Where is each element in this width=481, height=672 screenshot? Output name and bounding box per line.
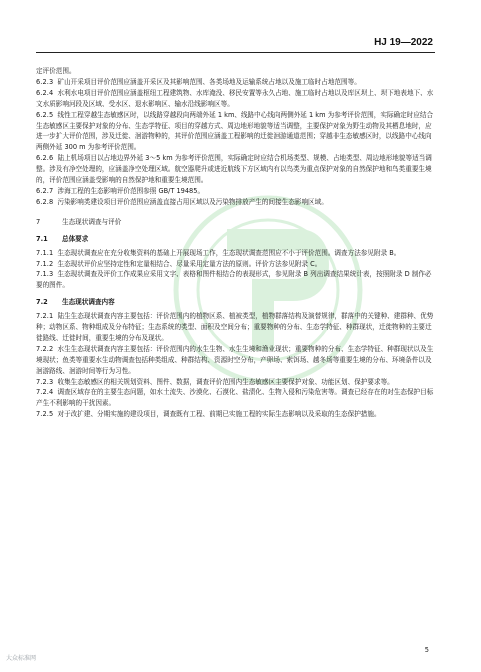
clause-7-1-1: 7.1.1 生态现状调查应在充分收集资料的基础上开展现场工作，生态现状调查范围应不小于评价范围。调查方法参见附录 B。 bbox=[36, 248, 401, 257]
clause-6-2-4: 6.2.4 水利水电项目评价范围应涵盖枢纽工程建筑物、水库淹没、移民安置等永久占地、施工临时占地以及库区坝上、坝下地表地下、水文水质影响河段及区域、受水区、退水影响区、输水沿线影响区等。 bbox=[36, 88, 434, 108]
clause-6-2-6: 6.2.6 陆上机场项目以占地边界外延 3～5 km 为参考评价范围，实际确定时应结合机场类型、规模、占地类型、周边地形地貌等适当调整。涉及有净空处理的，应涵盖净空处理区域。航空器爬升或进近航线下方区域内有以鸟类为重点保护对象的自然保护地和鸟类重要生境的，评价范围应涵盖受影响的自然保护地和重要生境范围。 bbox=[36, 154, 432, 185]
section-7-2-heading: 7.2 生态现状调查内容 bbox=[36, 298, 115, 307]
paragraph: 定评价范围。 bbox=[36, 67, 76, 75]
clause-6-2-8: 6.2.8 污染影响类建设项目评价范围应涵盖直接占用区域以及污染物排放产生的间接生态影响区域。 bbox=[36, 197, 328, 206]
clause-6-2-7: 6.2.7 涉海工程的生态影响评价范围参照 GB/T 19485。 bbox=[36, 186, 205, 195]
section-7-1-heading: 7.1 总体要求 bbox=[36, 234, 89, 243]
section-7-heading: 7 生态现状调查与评价 bbox=[36, 217, 122, 226]
clause-7-1-3: 7.1.3 生态现状调查及评价工作成果应采用文字、表格和图件相结合的表现形式，参见附录 B 列出调查结果统计表，按照附录 D 制作必要的图件。 bbox=[36, 270, 432, 290]
clause-7-2-3: 7.2.3 收集生态敏感区的相关规划资料、图件、数据，调查评价范围内生态敏感区主要保护对象、功能区划、保护要求等。 bbox=[36, 377, 394, 386]
page-number: 5 bbox=[424, 646, 429, 654]
clause-7-2-1: 7.2.1 陆生生态现状调查内容主要包括：评价范围内的植物区系、植被类型，植物群落结构及演替规律，群落中的关键种、建群种、优势种；动物区系、物种组成及分布特征；生态系统的类型、面积及空间分布；重要物种的分布、生态学特征、种群现状，迁徙物种的主要迁徙路线、迁徙时间，重要生境的分布及现状。 bbox=[36, 312, 434, 342]
clause-7-2-4: 7.2.4 调查区域存在的主要生态问题，如水土流失、沙漠化、石漠化、盐渍化、生物入侵和污染危害等。调查已经存在的对生态保护目标产生不利影响的干扰因素。 bbox=[36, 388, 434, 408]
clause-7-2-5: 7.2.5 对于改扩建、分期实施的建设项目，调查既有工程、前期已实施工程的实际生态影响以及采取的生态保护措施。 bbox=[36, 410, 381, 419]
site-logo-text: 大众标准网 bbox=[6, 655, 37, 662]
header-rule bbox=[36, 52, 435, 53]
body-column bbox=[36, 66, 436, 420]
clause-7-2-2: 7.2.2 水生生态现状调查内容主要包括：评价范围内的水生生物、水生生境和渔业现状；重要物种的分布、生态学特征、种群现状以及生境现状；鱼类等重要水生动物调查包括种类组成、种群结构、资源时空分布，产卵场、索饵场、越冬场等重要生境的分布、环境条件以及洄游路线、洄游时间等行为习性。 bbox=[36, 344, 434, 375]
standard-number: HJ 19—2022 bbox=[374, 37, 433, 48]
clause-6-2-5: 6.2.5 线性工程穿越生态敏感区时，以线路穿越段向两端外延 1 km、线路中心线向两侧外延 1 km 为参考评价范围，实际确定时应结合生态敏感区主要保护对象的分布、生态学特征、项目的穿越方式、周边地形地貌等适当调整，主要保护对象为野生动物及其栖息地时，应进一步扩大评价范围，涉及迁徙、洄游物种的，其评价范围应涵盖工程影响的迁徙洄游通道范围；穿越非生态敏感区时，以线路中心线向两侧外延 300 m 为参考评价范围。 bbox=[36, 110, 434, 152]
clause-6-2-3: 6.2.3 矿山开采项目评价范围应涵盖开采区及其影响范围、各类场地及运输系统占地以及施工临时占地范围等。 bbox=[36, 77, 361, 86]
clause-7-1-2: 7.1.2 生态现状评价应坚持定性和定量相结合、尽量采用定量方法的原则。评价方法参见附录 C。 bbox=[36, 259, 322, 268]
